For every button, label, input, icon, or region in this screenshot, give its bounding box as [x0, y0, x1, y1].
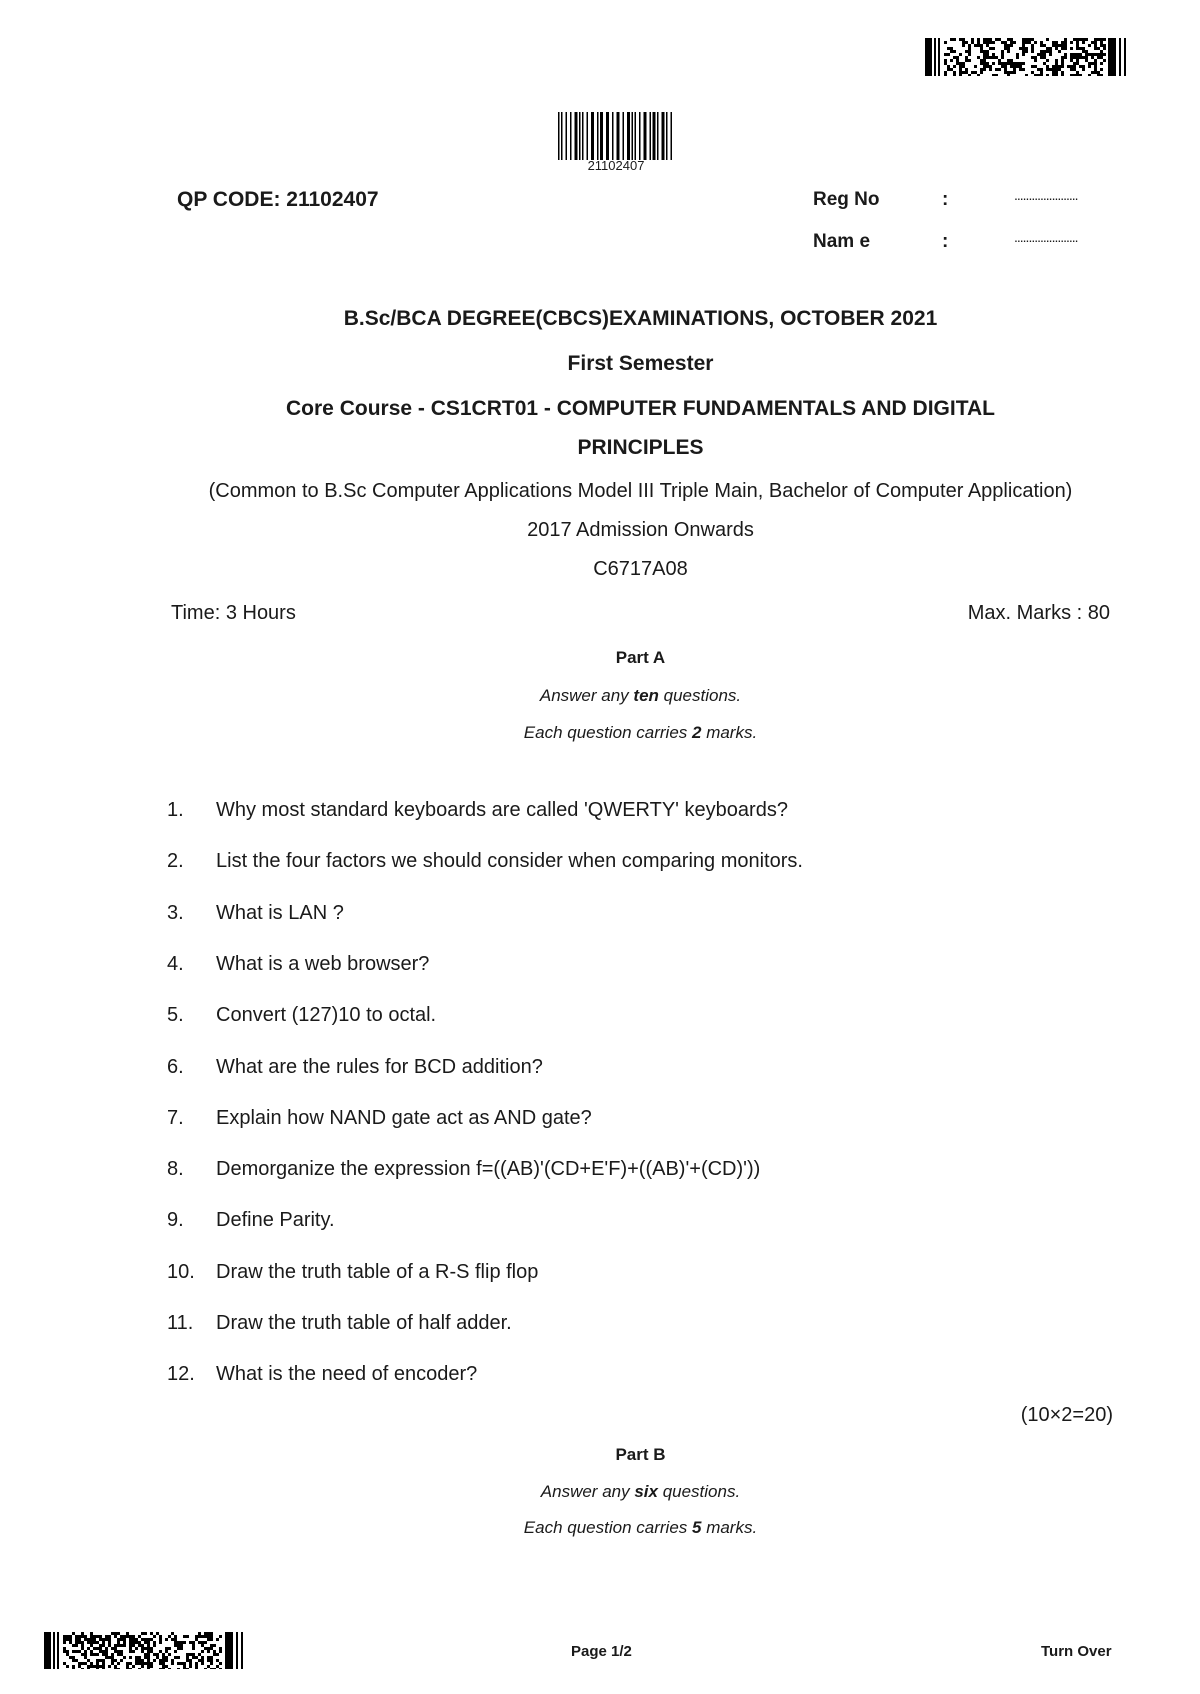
question-number: 3. — [167, 901, 184, 924]
instr-text: Answer any — [540, 1482, 635, 1501]
footer-2d-barcode — [44, 1632, 245, 1669]
part-b-instruction — [171, 1482, 1110, 1502]
admission: 2017 Admission Onwards — [527, 519, 754, 541]
page-number: Page 1/2 — [571, 1643, 632, 1660]
question-text: Define Parity. — [216, 1209, 335, 1232]
common-note: (Common to B.Sc Computer Applications Model III Triple Main, Bachelor of Computer Application) — [208, 480, 1073, 502]
reg-no-colon: : — [942, 189, 949, 210]
question-number: 5. — [167, 1004, 184, 1027]
max-marks: Max. Marks : 80 — [967, 602, 1110, 624]
question-text: What is the need of encoder? — [216, 1363, 478, 1386]
question-text: Draw the truth table of a R-S flip flop — [216, 1260, 539, 1283]
question-number: 10. — [167, 1260, 195, 1283]
semester: First Semester — [567, 352, 714, 375]
question-text: What is LAN ? — [216, 901, 344, 924]
question-number: 4. — [167, 952, 184, 975]
part-a-title: Part A — [615, 648, 666, 667]
question-text: Why most standard keyboards are called 'QWERTY' keyboards? — [216, 799, 788, 821]
barcode-number: 21102407 — [587, 158, 645, 173]
exam-title: B.Sc/BCA DEGREE(CBCS)EXAMINATIONS, OCTOBER 2021 — [343, 307, 938, 330]
qp-code: QP CODE: 21102407 — [177, 188, 379, 211]
marks-text: marks. — [701, 1518, 758, 1537]
instr-text: questions. — [657, 1482, 741, 1501]
name-field[interactable]: ...................... — [1014, 229, 1078, 245]
marks-text: Each question carries — [523, 1518, 692, 1537]
question-number: 8. — [167, 1158, 184, 1181]
course-title-line2: PRINCIPLES — [577, 436, 704, 459]
instr-count: six — [634, 1482, 658, 1501]
time: Time: 3 Hours — [171, 602, 296, 624]
question-text: Explain how NAND gate act as AND gate? — [216, 1106, 592, 1129]
question-number: 6. — [167, 1055, 184, 1078]
question-number: 2. — [167, 850, 184, 873]
name-colon: : — [942, 231, 949, 252]
question-text: What is a web browser? — [216, 952, 430, 975]
paper-code: C6717A08 — [593, 558, 688, 580]
reg-no-field[interactable]: ...................... — [1014, 187, 1078, 203]
question-text: Convert (127)10 to octal. — [216, 1004, 437, 1027]
question-text: Draw the truth table of half adder. — [216, 1312, 512, 1334]
question-number: 9. — [167, 1209, 184, 1232]
name-label: Nam e — [813, 231, 871, 252]
part-a-instruction — [171, 686, 1110, 706]
reg-no-label: Reg No — [813, 189, 880, 210]
instr-text: questions. — [658, 686, 742, 705]
top-2d-barcode — [925, 38, 1128, 76]
question-number: 7. — [167, 1106, 184, 1129]
center-barcode — [558, 112, 674, 160]
course-title-line1: Core Course - CS1CRT01 - COMPUTER FUNDAMENTALS AND DIGITAL — [286, 397, 995, 420]
marks-value: 5 — [692, 1518, 702, 1537]
marks-text: marks. — [701, 723, 758, 742]
instr-text: Answer any — [539, 686, 634, 705]
question-number: 1. — [167, 799, 184, 821]
part-a-marks — [171, 723, 1110, 743]
marks-value: 2 — [692, 723, 702, 742]
marks-text: Each question carries — [523, 723, 692, 742]
question-number: 11. — [167, 1312, 194, 1334]
part-b-marks — [171, 1518, 1110, 1538]
turn-over: Turn Over — [1041, 1643, 1112, 1660]
instr-count: ten — [633, 686, 659, 705]
part-a-total: (10×2=20) — [1020, 1404, 1113, 1426]
question-text: List the four factors we should consider when comparing monitors. — [216, 850, 803, 873]
question-number: 12. — [167, 1363, 195, 1386]
question-text: Demorganize the expression f=((AB)'(CD+E'F)+((AB)'+(CD)')) — [216, 1158, 761, 1181]
part-b-title: Part B — [615, 1445, 666, 1464]
question-text: What are the rules for BCD addition? — [216, 1055, 543, 1078]
